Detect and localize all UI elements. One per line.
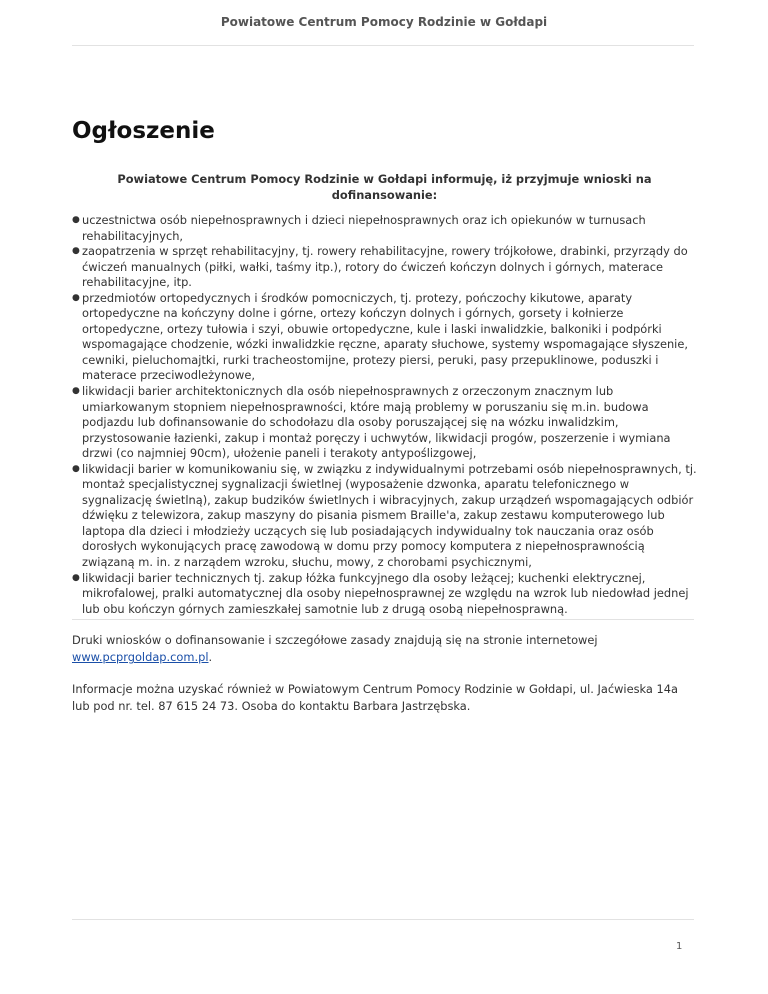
forms-paragraph (72, 632, 697, 666)
page-number: 1 (676, 941, 683, 952)
list-item (72, 570, 697, 618)
article (72, 115, 697, 715)
website-link[interactable]: www.pcprgoldap.com.pl (72, 650, 209, 665)
page-title: Ogłoszenie (72, 118, 215, 144)
list-item (72, 213, 697, 244)
content-divider (72, 619, 694, 620)
list-item-text: przedmiotów ortopedycznych i środków pomocniczych, tj. protezy, pończochy kikutowe, aparaty ortopedyczne na kończyny dolne i górne, ortezy kończyn dolnych i górnych, gorsety i kołnierze ortopedyczne, ortezy tułowia i szyi, obuwie ortopedyczne, kule i laski inwalidzkie, balkoniki i podpórki wspomagające chodzenie, wózki inwalidzkie ręczne, aparaty słuchowe, systemy wspomagające słyszenie, cewniki, pieluchomajtki, rurki tracheostomijne, protezy piersi, peruki, pasy przepuklinowe, poduszki i materace przeciwodleżynowe, (82, 290, 688, 383)
list-item (72, 290, 697, 384)
funding-list (72, 213, 697, 617)
list-item (72, 384, 697, 462)
contact-paragraph: Informacje można uzyskać również w Powiatowym Centrum Pomocy Rodzinie w Gołdapi, ul. Jaćwieska 14a lub pod nr. tel. 87 615 24 73. Osoba do kontaktu Barbara Jastrzębska. (72, 682, 678, 714)
list-item-text: likwidacji barier technicznych tj. zakup łóżka funkcyjnego dla osoby leżącej; kuchenki elektrycznej, mikrofalowej, pralki automatycznej dla osoby niepełnosprawnej ze względu na wzrok lub niedowład jednej lub obu kończyn górnych zamieszkałej samotnie lub z drugą osobą niepełnosprawną. (82, 570, 689, 616)
forms-text-end: . (208, 650, 213, 665)
forms-text: Druki wniosków o dofinansowanie i szczegółowe zasady znajdują się na stronie internetowej (72, 633, 598, 648)
page-header: Powiatowe Centrum Pomocy Rodzinie w Gołdapi (220, 15, 548, 29)
bullet-icon: ● (72, 215, 80, 225)
bullet-icon: ● (72, 572, 80, 583)
bullet-icon: ● (72, 292, 80, 303)
list-item (72, 461, 697, 571)
bullet-icon: ● (72, 463, 80, 474)
intro-text: Powiatowe Centrum Pomocy Rodzinie w Gołdapi informuję, iż przyjmuje wnioski na dofinansowanie: (117, 172, 652, 202)
bullet-icon: ● (72, 246, 80, 257)
list-item-text: likwidacji barier w komunikowaniu się, w związku z indywidualnymi potrzebami osób niepełnosprawnych, tj. montaż specjalistycznej sygnalizacji świetlnej (wyposażenie dzwonka, aparatu telefonicznego w sygnalizację świetlną), zakup budzików świetlnych i wibracyjnych, zakup urządzeń wspomagających odbiór dźwięku z telewizora, zakup maszyny do pisania pismem Braille'a, zakup zestawu komputerowego lub laptopa dla dzieci i młodzieży uczących się lub posiadających indywidualny tok nauczania oraz osób dorosłych wykonujących pracę zawodową w domu przy pomocy komputera z niepełnosprawnością związaną m. in. z narządem wzroku, słuchu, mowy, z chorobami psychicznymi, (82, 461, 697, 570)
list-item-text: uczestnictwa osób niepełnosprawnych i dzieci niepełnosprawnych oraz ich opiekunów w turnusach rehabilitacyjnych, (82, 213, 646, 243)
list-item-text: likwidacji barier architektonicznych dla osób niepełnosprawnych z orzeczonym znacznym lub umiarkowanym stopniem niepełnosprawności, które mają problemy w poruszaniu się m.in. budowa podjazdu lub dofinansowanie do schodołazu dla osoby poruszającej się na wózku inwalidzkim, przystosowanie łazienki, zakup i montaż poręczy i uchwytów, likwidacji progów, poszerzenie i wymiana drzwi (co najmniej 90cm), ułożenie paneli i terakoty antypoślizgowej, (82, 384, 671, 461)
header-divider (72, 45, 694, 46)
bullet-icon: ● (72, 386, 80, 397)
footer-divider (72, 919, 694, 920)
list-item-text: zaopatrzenia w sprzęt rehabilitacyjny, tj. rowery rehabilitacyjne, rowery trójkołowe, drabinki, przyrządy do ćwiczeń manualnych (piłki, wałki, taśmy itp.), rotory do ćwiczeń kończyn dolnych i górnych, materace rehabilitacyjne, itp. (82, 244, 688, 290)
list-item (72, 244, 697, 291)
